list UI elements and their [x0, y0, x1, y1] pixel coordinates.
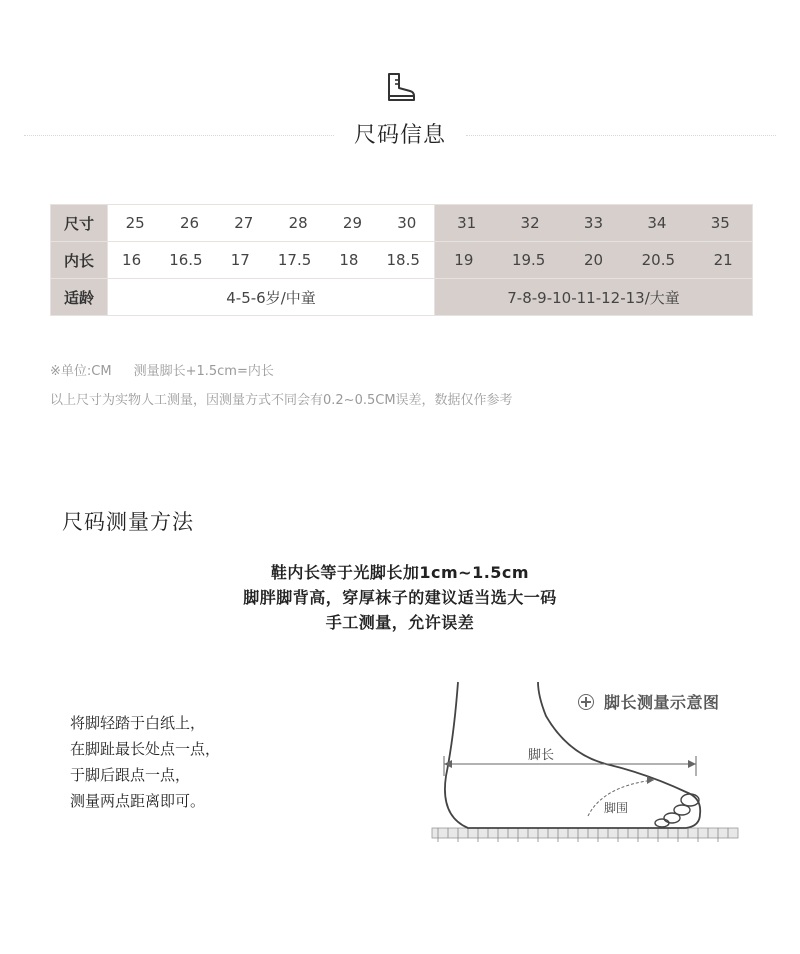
section-title: 尺码信息: [353, 123, 446, 148]
formula-text: 测量脚长+1.5cm=内长: [133, 364, 274, 379]
small-length-cells: [108, 242, 435, 279]
large-age-cell: 7-8-9-10-11-12-13/大童: [435, 279, 753, 316]
length-value: 17.5: [277, 251, 312, 269]
size-value: 29: [342, 214, 363, 232]
unit-text: ※单位:CM: [50, 364, 112, 379]
small-size-cells: [108, 205, 435, 242]
size-value: 25: [125, 214, 145, 232]
diagram-caption-text: 脚长测量示意图: [604, 693, 720, 712]
length-value: 17: [230, 251, 250, 269]
tip-line: 手工测量，允许误差: [325, 613, 475, 632]
foot-length-label: 脚长: [528, 748, 555, 763]
step-text: 在脚趾最长处点一点，: [70, 740, 221, 758]
foot-girth-label: 脚围: [604, 801, 629, 815]
disclaimer-note: 以上尺寸为实物人工测量，因测量方式不同会有0.2~0.5CM误差，数据仅作参考: [50, 393, 513, 408]
table-row-length: [51, 242, 753, 279]
size-value: 33: [583, 214, 604, 232]
length-value: 21: [713, 251, 733, 269]
length-value: 20: [583, 251, 604, 269]
length-value: 18.5: [386, 251, 420, 269]
size-value: 31: [457, 214, 477, 232]
large-length-cells: [435, 242, 753, 279]
large-size-cells: [435, 205, 753, 242]
length-value: 18: [339, 251, 359, 269]
row-label-length: 内长: [51, 242, 108, 279]
size-value: 34: [647, 214, 667, 232]
length-value: 20.5: [641, 251, 676, 269]
row-label-size: 尺寸: [51, 205, 108, 242]
table-row-size: [51, 205, 753, 242]
boot-icon: [384, 72, 416, 102]
length-value: 19: [454, 251, 474, 269]
step-text: 将脚轻踏于白纸上，: [70, 714, 206, 732]
unit-note: [50, 360, 274, 379]
tip-line: 脚胖脚背高，穿厚袜子的建议适当选大一码: [243, 588, 557, 607]
size-value: 30: [397, 214, 417, 232]
toes: [655, 794, 699, 827]
row-label-age: 适龄: [51, 279, 108, 316]
step-text: 于脚后跟点一点，: [70, 766, 191, 784]
method-title: 尺码测量方法: [62, 510, 194, 534]
step-text: 测量两点距离即可。: [70, 792, 206, 810]
size-value: 26: [179, 214, 200, 232]
crosshair-icon: [578, 694, 594, 710]
size-value: 35: [710, 214, 730, 232]
length-value: 19.5: [511, 251, 546, 269]
tip-line: 鞋内长等于光脚长加1cm~1.5cm: [270, 563, 530, 582]
size-value: 27: [234, 214, 254, 232]
size-value: 28: [288, 214, 308, 232]
small-age-cell: 4-5-6岁/中童: [108, 279, 435, 316]
size-value: 32: [520, 214, 540, 232]
length-value: 16: [122, 251, 142, 269]
table-row-age: [51, 279, 753, 316]
diagram-caption: [578, 690, 720, 713]
size-table: [50, 204, 753, 316]
length-value: 16.5: [169, 251, 203, 269]
